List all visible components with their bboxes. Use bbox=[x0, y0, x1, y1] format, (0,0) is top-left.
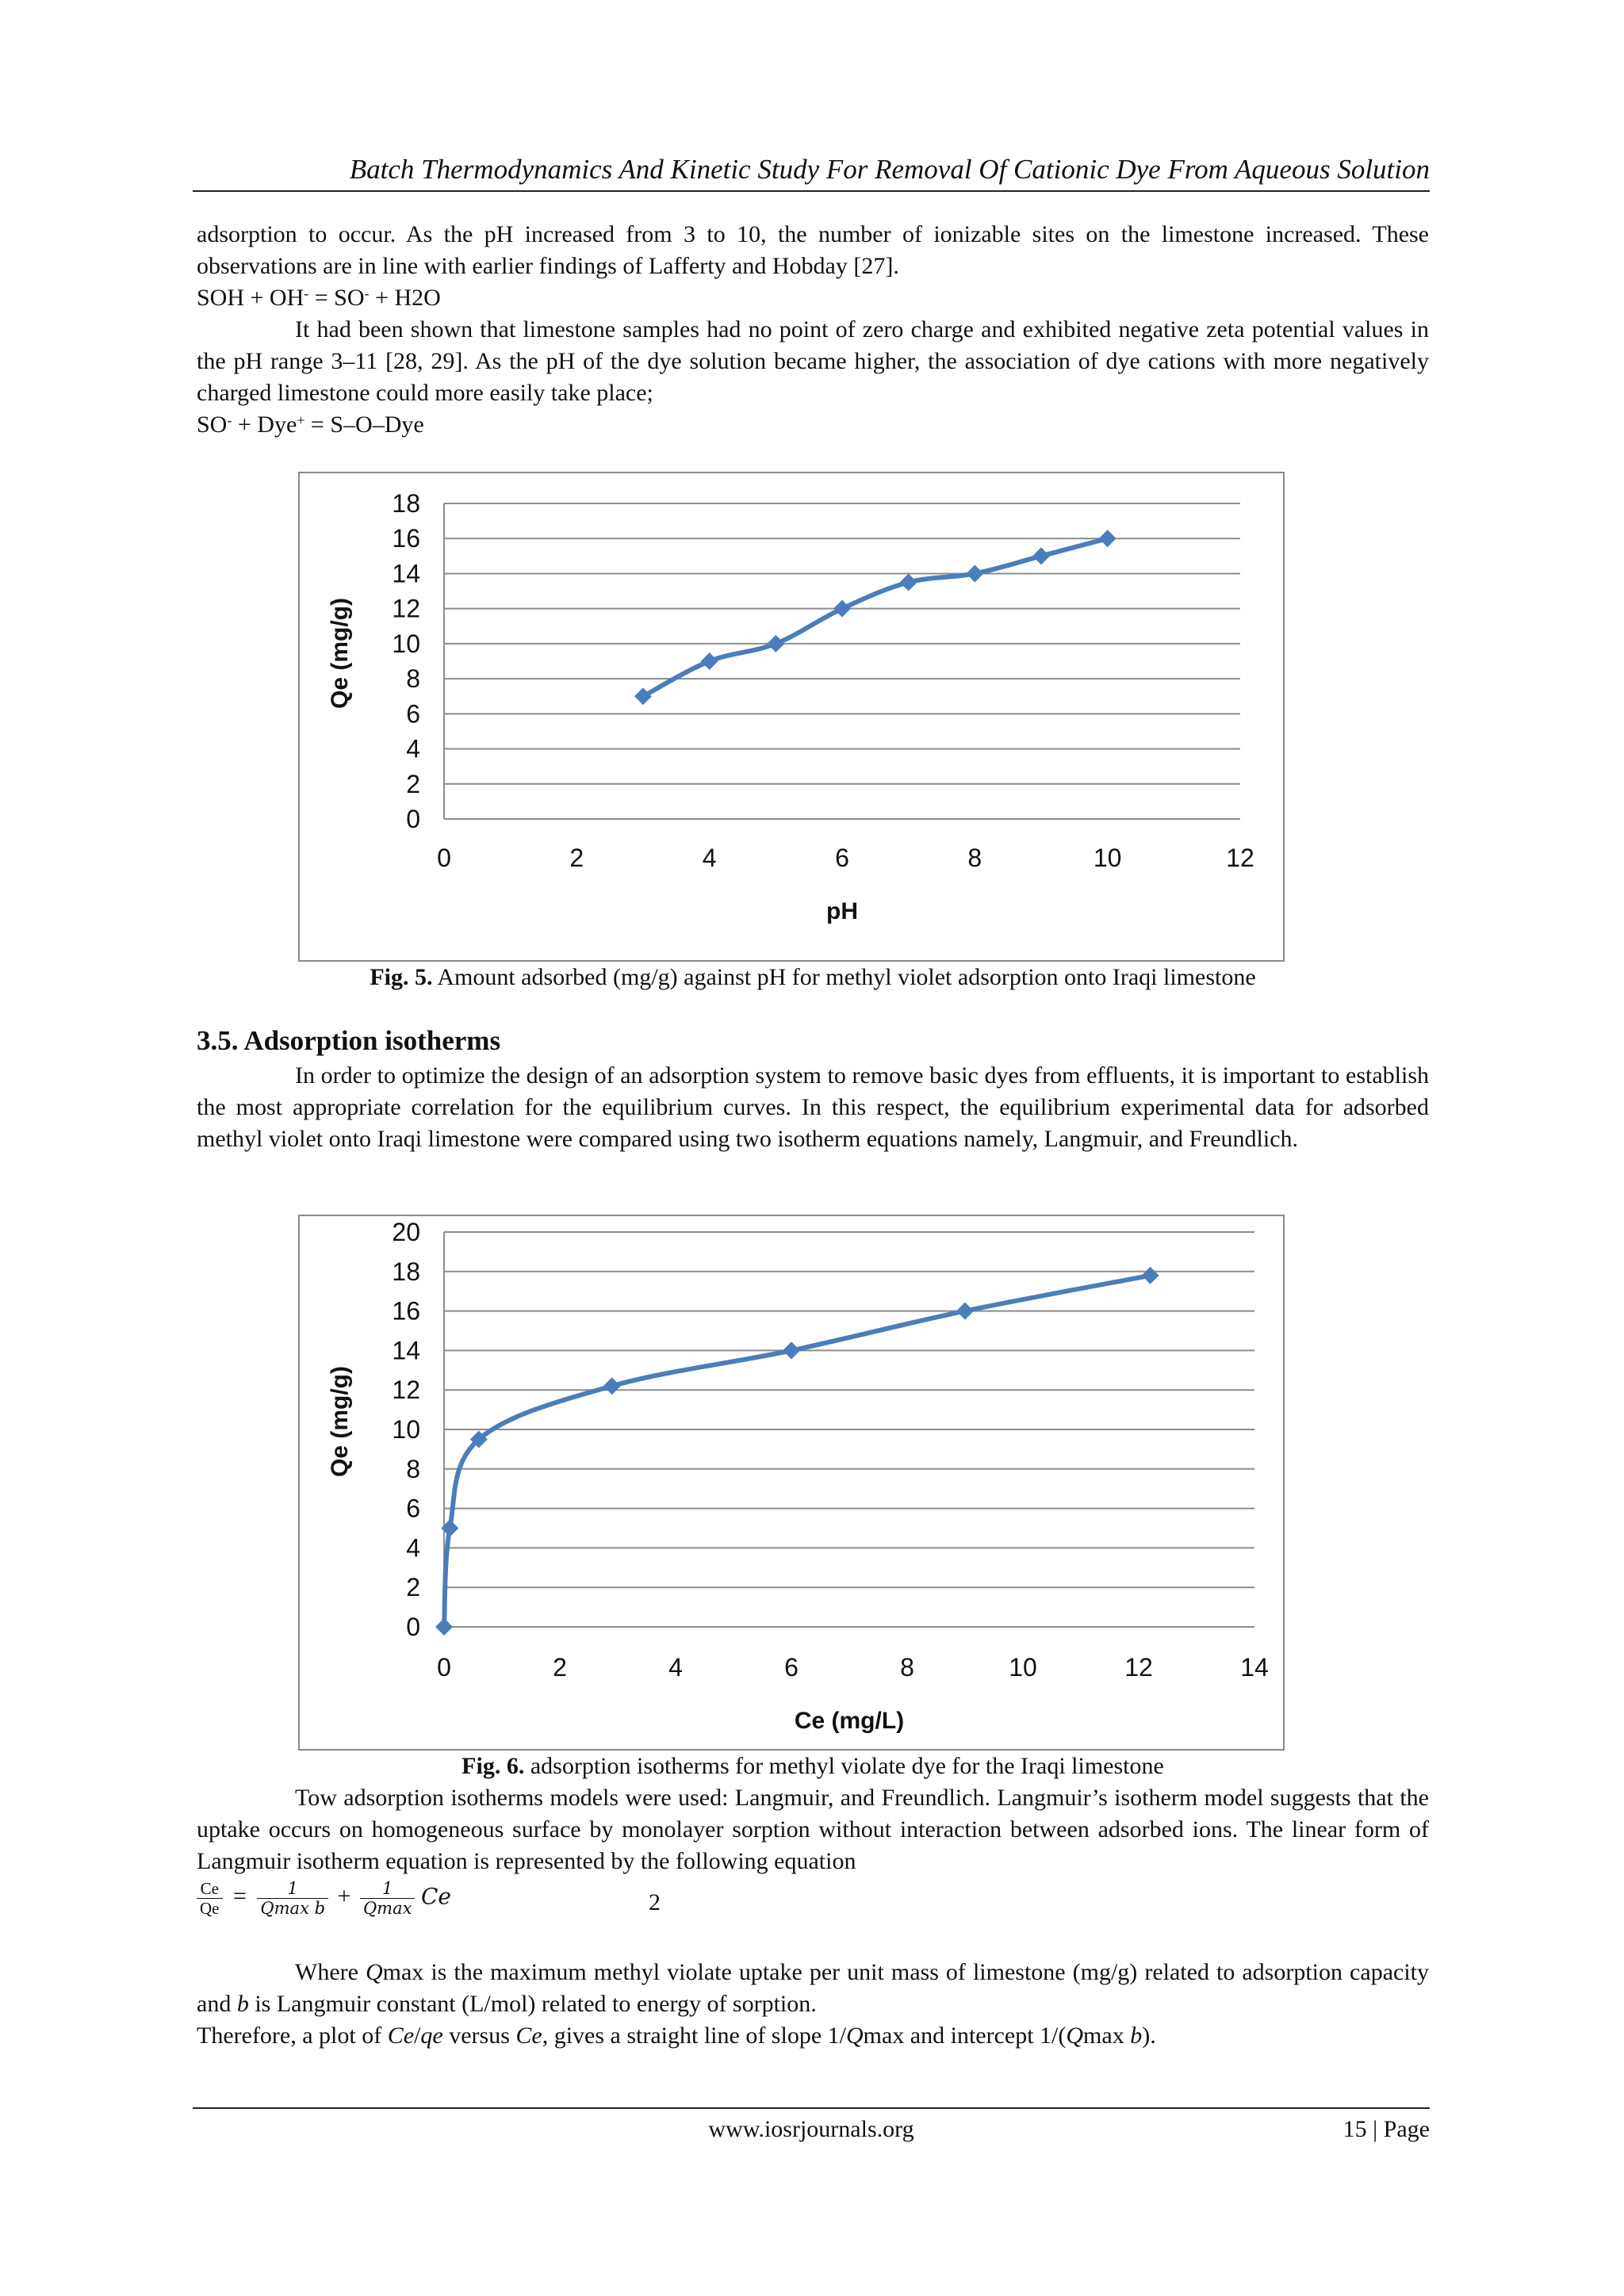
y-tick-label: 6 bbox=[406, 1494, 420, 1523]
equation-dye: SO- + Dye+ = S–O–Dye bbox=[197, 411, 424, 438]
running-header: Batch Thermodynamics And Kinetic Study For Removal Of Cationic Dye From Aqueous Solution bbox=[349, 154, 1430, 185]
data-point-marker bbox=[900, 574, 917, 591]
x-tick-label: 4 bbox=[702, 844, 717, 872]
series-line bbox=[643, 538, 1108, 696]
y-tick-label: 2 bbox=[406, 1573, 420, 1602]
x-tick-label: 10 bbox=[1009, 1653, 1037, 1682]
data-point-marker bbox=[956, 1303, 974, 1320]
data-point-marker bbox=[966, 564, 983, 582]
y-tick-label: 14 bbox=[392, 1336, 420, 1365]
y-tick-label: 0 bbox=[406, 805, 420, 833]
y-tick-label: 10 bbox=[392, 1415, 420, 1444]
y-tick-label: 4 bbox=[406, 734, 420, 763]
figure-6-caption: Fig. 6. adsorption isotherms for methyl violate dye for the Iraqi limestone bbox=[462, 1753, 1164, 1779]
x-tick-label: 6 bbox=[835, 844, 849, 872]
y-tick-label: 20 bbox=[392, 1218, 420, 1246]
data-point-marker bbox=[701, 652, 718, 670]
y-tick-label: 2 bbox=[406, 769, 420, 798]
y-tick-label: 18 bbox=[392, 489, 420, 518]
x-axis-label: Ce (mg/L) bbox=[794, 1708, 905, 1734]
x-tick-label: 12 bbox=[1124, 1653, 1153, 1682]
data-point-marker bbox=[603, 1377, 621, 1395]
page-number: 15 | Page bbox=[1342, 2116, 1430, 2142]
data-point-marker bbox=[1032, 547, 1050, 564]
data-point-marker bbox=[833, 600, 851, 618]
y-tick-label: 16 bbox=[392, 1296, 420, 1326]
x-tick-label: 0 bbox=[437, 844, 451, 872]
y-axis-label: Qe (mg/g) bbox=[327, 1366, 353, 1477]
paragraph-5: Where Qmax is the maximum methyl violate uptake per unit mass of limestone (mg/g) related to adsorption capacity and b is Langmuir constant (L/mol) related to energy of sorption. bbox=[197, 1959, 1429, 2017]
figure-6-chart bbox=[300, 1216, 1283, 1749]
paragraph-3: In order to optimize the design of an adsorption system to remove basic dyes from effluents, it is important to establish the most appropriate correlation for the equilibrium curves. In this respect, the equilibrium experimental data for adsorbed methyl violet onto Iraqi limestone were compared using two isotherm equations namely, Langmuir, and Freundlich. bbox=[197, 1062, 1429, 1152]
figure-5-caption: Fig. 5. Amount adsorbed (mg/g) against pH for methyl violet adsorption onto Iraqi limestone bbox=[370, 964, 1256, 990]
paragraph-1: adsorption to occur. As the pH increased from 3 to 10, the number of ionizable sites on the limestone increased. These observations are in line with earlier findings of Lafferty and Hobday [27]. bbox=[197, 221, 1429, 279]
y-tick-label: 18 bbox=[392, 1257, 420, 1286]
fraction-ce-qe: $\frac{Ce}{Qe}$ bbox=[197, 1879, 223, 1918]
y-tick-label: 8 bbox=[406, 1454, 420, 1483]
figure-5-chart bbox=[300, 473, 1283, 960]
figure-6-frame bbox=[298, 1215, 1285, 1751]
y-tick-label: 12 bbox=[392, 1376, 420, 1405]
x-axis-label: pH bbox=[826, 898, 858, 924]
paragraph-4: Tow adsorption isotherms models were used: Langmuir, and Freundlich. Langmuir’s isotherm model suggests that the uptake occurs on homogeneous surface by monolayer sorption without interaction between adsorbed ions. The linear form of Langmuir isotherm equation is represented by the following equation bbox=[197, 1785, 1429, 1874]
data-point-marker bbox=[1142, 1267, 1159, 1284]
section-heading: 3.5. Adsorption isotherms bbox=[197, 1025, 501, 1056]
equation-soh: SOH + OH- = SO- + H2O bbox=[197, 285, 441, 311]
series-line bbox=[444, 1276, 1151, 1627]
y-tick-label: 16 bbox=[392, 524, 420, 553]
y-axis-label: Qe (mg/g) bbox=[327, 598, 353, 709]
paragraph-6: Therefore, a plot of Ce/qe versus Ce, gives a straight line of slope 1/Qmax and intercept 1/(Qmax b). bbox=[197, 2022, 1156, 2049]
x-tick-label: 10 bbox=[1093, 844, 1122, 872]
x-tick-label: 8 bbox=[900, 1653, 914, 1682]
data-point-marker bbox=[767, 635, 784, 652]
y-tick-label: 6 bbox=[406, 699, 420, 729]
footer-rule bbox=[193, 2107, 1430, 2109]
fraction-1-qmax-b: $\frac{1}{\text{Qmax b}}$ bbox=[257, 1879, 328, 1918]
y-tick-label: 12 bbox=[392, 594, 420, 623]
y-tick-label: 14 bbox=[392, 559, 420, 588]
y-tick-label: 0 bbox=[406, 1613, 420, 1641]
x-tick-label: 4 bbox=[668, 1653, 683, 1682]
x-tick-label: 12 bbox=[1226, 844, 1254, 872]
x-tick-label: 2 bbox=[553, 1653, 567, 1682]
footer-url[interactable]: www.iosrjournals.org bbox=[708, 2116, 914, 2142]
x-tick-label: 14 bbox=[1240, 1653, 1269, 1682]
y-tick-label: 8 bbox=[406, 664, 420, 694]
y-tick-label: 10 bbox=[392, 629, 420, 658]
data-point-marker bbox=[435, 1618, 453, 1636]
x-tick-label: 0 bbox=[437, 1653, 451, 1682]
equation-number: 2 bbox=[649, 1889, 661, 1915]
x-tick-label: 2 bbox=[569, 844, 584, 872]
langmuir-equation: $\frac{Ce}{Qe}$ = $\frac{1}{\text{Qmax b}}$ + $\frac{1}{Qmax}$ Ce 2 bbox=[197, 1879, 451, 1927]
data-point-marker bbox=[783, 1341, 800, 1359]
y-tick-label: 4 bbox=[406, 1533, 420, 1563]
paragraph-2: It had been shown that limestone samples had no point of zero charge and exhibited negative zeta potential values in the pH range 3–11 [28, 29]. As the pH of the dye solution became higher, the association of dye cations with more negatively charged limestone could more easily take place; bbox=[197, 316, 1429, 406]
figure-5-frame bbox=[298, 472, 1285, 962]
header-rule bbox=[193, 190, 1430, 192]
fraction-1-qmax: $\frac{1}{Qmax}$ bbox=[360, 1879, 416, 1918]
x-tick-label: 8 bbox=[967, 844, 982, 872]
x-tick-label: 6 bbox=[784, 1653, 799, 1682]
data-point-marker bbox=[1099, 530, 1116, 547]
